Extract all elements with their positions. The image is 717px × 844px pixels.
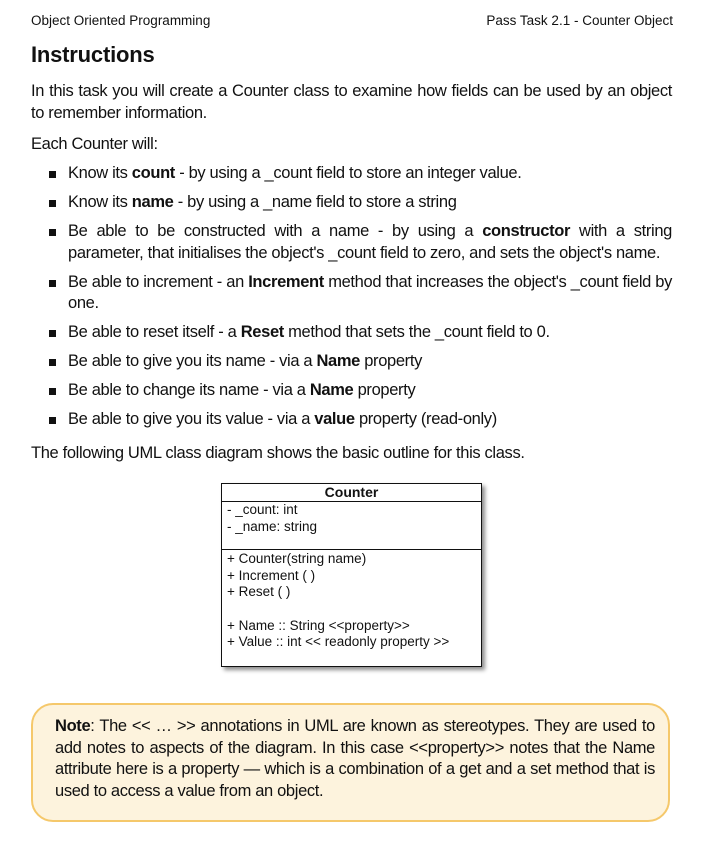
bullet-icon	[49, 229, 56, 236]
bullet-icon	[49, 330, 56, 337]
list-item: Be able to reset itself - a Reset method that sets the _count field to 0.	[31, 322, 672, 344]
bullet-icon	[49, 388, 56, 395]
header-task-title: Pass Task 2.1 - Counter Object	[486, 13, 673, 28]
bullet-icon	[49, 359, 56, 366]
note-label: Note	[55, 717, 91, 735]
intro-paragraph: In this task you will create a Counter class to examine how fields can be used by an object to remember information.	[31, 82, 672, 122]
uml-field: - _name: string	[227, 518, 318, 534]
requirements-list	[31, 163, 672, 438]
list-item: Know its count - by using a _count field to store an integer value.	[31, 163, 672, 185]
list-item: Be able to give you its value - via a value property (read-only)	[31, 409, 672, 431]
uml-field: - _count: int	[227, 502, 298, 517]
list-item: Be able to increment - an Increment method that increases the object's _count field by one.	[31, 272, 672, 315]
uml-method: + Reset ( )	[227, 584, 291, 599]
each-counter-label: Each Counter will:	[31, 135, 158, 153]
list-item: Be able to be constructed with a name - by using a constructor with a string parameter, that initialises the object's _count field to zero, and sets the object's name.	[31, 221, 672, 264]
note-box	[31, 703, 670, 822]
list-item: Know its name - by using a _name field to store a string	[31, 192, 672, 214]
bullet-icon	[49, 280, 56, 287]
list-item: Be able to change its name - via a Name property	[31, 380, 672, 402]
page-title: Instructions	[31, 42, 155, 67]
uml-intro-paragraph: The following UML class diagram shows the basic outline for this class.	[31, 444, 525, 462]
list-item: Be able to give you its name - via a Name property	[31, 351, 672, 373]
uml-method: + Increment ( )	[227, 567, 316, 583]
uml-methods-section	[222, 550, 481, 651]
uml-property: + Value :: int << readonly property >>	[227, 634, 450, 649]
bullet-icon	[49, 200, 56, 207]
bullet-icon	[49, 171, 56, 178]
uml-class-diagram	[221, 483, 482, 667]
uml-fields-section	[222, 502, 481, 550]
uml-property: + Name :: String <<property>>	[227, 617, 410, 633]
bullet-icon	[49, 417, 56, 424]
uml-method: + Counter(string name)	[227, 551, 367, 566]
header-course-title: Object Oriented Programming	[31, 13, 211, 28]
note-text: Note: The << … >> annotations in UML are known as stereotypes. They are used to add notes to aspects of the diagram. In this case <<property>> notes that the Name attribute here is a property — which is a combination of a get and a set method that is used to access a value from an object.	[55, 717, 655, 800]
uml-class-name: Counter	[222, 484, 481, 502]
